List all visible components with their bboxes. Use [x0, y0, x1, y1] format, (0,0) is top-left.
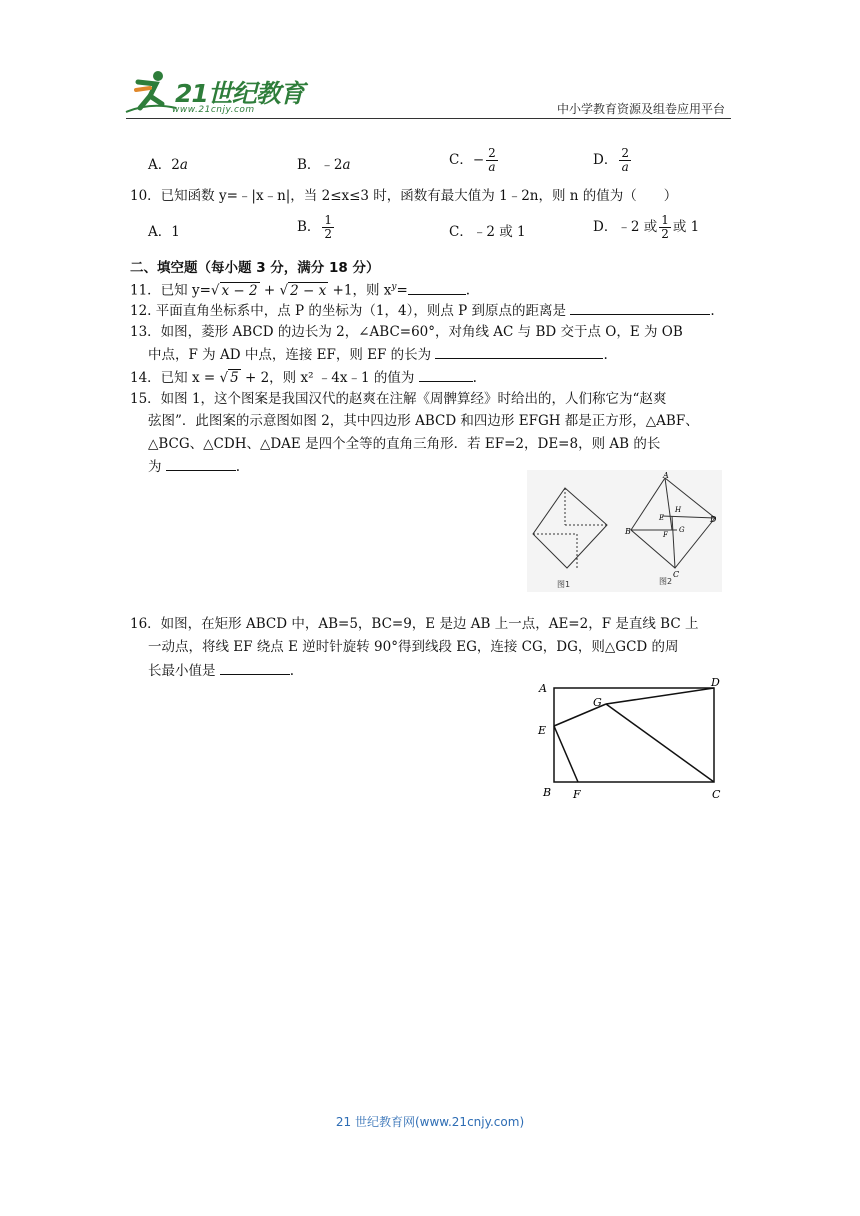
logo-url: www.21cnjy.com [172, 105, 255, 115]
q10-option-d: D．﹣2 或 $\frac{1}{2}$ 或 1 [593, 213, 700, 241]
q13-answer-blank[interactable] [435, 344, 603, 359]
q10-option-a: A．1 [148, 224, 180, 240]
fig1-label: 图1 [557, 580, 571, 589]
q10-option-c: C．﹣2 或 1 [449, 224, 526, 240]
section-fill-blank-title: 二、填空题（每小题 3 分，满分 18 分） [130, 260, 380, 276]
fig2-point-C: C [673, 570, 680, 579]
fig2-point-H: H [675, 506, 682, 514]
q16-point-F: F [573, 788, 581, 801]
q13-line2: 中点，F 为 AD 中点，连接 EF，则 EF 的长为 . [148, 344, 608, 365]
logo-text: 21世纪教育 [175, 79, 304, 108]
q16-point-E: E [538, 724, 547, 737]
q14-answer-blank[interactable] [419, 367, 473, 382]
q15-line4: 为 . [148, 456, 240, 477]
header-divider [126, 118, 731, 119]
q16-rectangle-figure [535, 676, 735, 802]
q16-point-G: G [593, 696, 602, 709]
footer-link[interactable]: 21 世纪教育网(www.21cnjy.com) [335, 1115, 525, 1129]
q15-line2: 弦图”．此图案的示意图如图 2，其中四边形 ABCD 和四边形 EFGH 都是正方形，△ABF、 [148, 413, 699, 429]
q16-line1: 16．如图，在矩形 ABCD 中，AB=5，BC=9，E 是边 AB 上一点，AE=2，F 是直线 BC 上 [130, 616, 699, 632]
header-platform-text: 中小学教育资源及组卷应用平台 [556, 102, 725, 116]
q16-point-A: A [539, 682, 547, 695]
q12-text: 12. 平面直角坐标系中，点 P 的坐标为（1，4），则点 P 到原点的距离是 . [130, 300, 715, 321]
q11-answer-blank[interactable] [408, 280, 466, 295]
q15-line3: △BCG、△CDH、△DAE 是四个全等的直角三角形．若 EF=2，DE=8，则 AB 的长 [148, 436, 661, 452]
fig2-point-E: E [659, 514, 665, 522]
runner-logo-icon [122, 68, 178, 114]
q10-option-b: B． $\frac{1}{2}$ [297, 213, 333, 241]
q16-point-D: D [711, 676, 720, 689]
q10-text: 10．已知函数 y=﹣|x﹣n|，当 2≤x≤3 时，函数有最大值为 1﹣2n，则 n 的值为（ ） [130, 188, 678, 204]
q9-option-a: A．2a [148, 157, 188, 173]
fig2-point-B: B [625, 527, 631, 536]
q15-line1: 15．如图 1，这个图案是我国汉代的赵爽在注解《周髀算经》时给出的，人们称它为“赵爽 [130, 391, 667, 407]
q16-point-B: B [543, 786, 552, 799]
q15-figure [527, 470, 722, 592]
q16-point-C: C [712, 788, 721, 801]
q16-line2: 一动点，将线 EF 绕点 E 逆时针旋转 90°得到线段 EG，连接 CG，DG，则△GCD 的周 [148, 639, 679, 655]
fig2-point-A: A [663, 471, 669, 480]
fig2-point-D: D [710, 515, 717, 524]
q14-text: 14．已知 x = √ 5 + 2，则 x² ﹣4x﹣1 的值为 . [130, 367, 477, 388]
fig2-point-G: G [679, 526, 685, 534]
fig2-label: 图2 [659, 577, 673, 586]
q9-option-b: B．﹣2a [297, 157, 351, 173]
q11-text: 11．已知 y=√ x − 2 + √ 2 − x +1，则 $x^y=$ . [130, 277, 470, 301]
fig2-point-F: F [663, 531, 668, 539]
q12-answer-blank[interactable] [570, 300, 710, 315]
q16-answer-blank[interactable] [220, 660, 290, 675]
q16-line3: 长最小值是 . [148, 660, 294, 681]
q13-line1: 13．如图，菱形 ABCD 的边长为 2，∠ABC=60°，对角线 AC 与 BD 交于点 O，E 为 OB [130, 324, 683, 340]
q15-answer-blank[interactable] [166, 456, 236, 471]
q9-option-c: C．− $\frac{2}{a}$ [449, 146, 496, 174]
q9-option-d: D． $\frac{2}{a}$ [593, 146, 629, 174]
